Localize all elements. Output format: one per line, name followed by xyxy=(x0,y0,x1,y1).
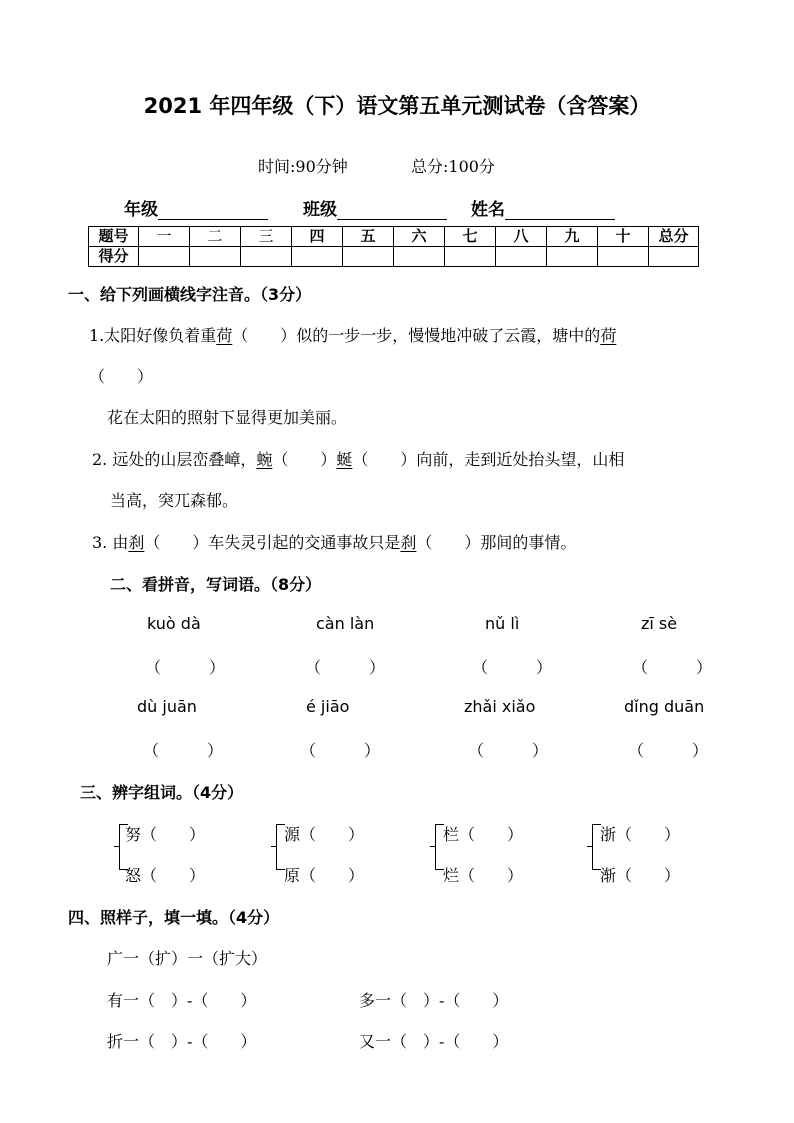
q1-item-2-text-c[interactable]: （ ）向前，走到近处抬头望，山相 xyxy=(352,450,625,469)
word-group-item[interactable]: 浙（ ） xyxy=(600,825,681,844)
section-4-heading: 四、照样子，填一填。（4分） xyxy=(68,908,280,927)
underlined-char: 刹 xyxy=(400,533,417,552)
score-table-cell: 总分 xyxy=(649,227,699,247)
name-field[interactable] xyxy=(471,195,615,220)
class-label: 班级 xyxy=(303,200,337,220)
q1-item-1-answer-blank[interactable]: （ ） xyxy=(89,367,154,386)
example-text: 广一（扩）一（扩大） xyxy=(107,949,268,968)
score-input-cell[interactable] xyxy=(190,247,241,267)
pinyin-label: dǐng duān xyxy=(624,697,705,716)
answer-parens[interactable]: （ ） xyxy=(628,741,709,760)
answer-parens[interactable]: （ ） xyxy=(632,658,713,677)
pinyin-label: zī sè xyxy=(641,614,678,633)
score-input-cell[interactable] xyxy=(292,247,343,267)
score-input-cell[interactable] xyxy=(547,247,598,267)
score-table-cell: 一 xyxy=(139,227,190,247)
score-row-label: 得分 xyxy=(89,247,139,267)
answer-parens[interactable]: （ ） xyxy=(468,741,549,760)
grade-field[interactable] xyxy=(124,195,268,220)
pinyin-label: é jiāo xyxy=(306,697,350,716)
word-group-item[interactable]: 源（ ） xyxy=(284,825,365,844)
pinyin-label: nǔ lì xyxy=(485,614,520,633)
exam-total-score: 总分:100分 xyxy=(411,157,495,176)
q1-item-1 xyxy=(89,323,616,346)
q1-item-1-text-b[interactable]: （ ）似的一步一步，慢慢地冲破了云霞，塘中的 xyxy=(232,326,601,345)
underlined-char: 荷 xyxy=(600,326,617,345)
answer-parens[interactable]: （ ） xyxy=(143,741,224,760)
pinyin-label: kuò dà xyxy=(147,614,201,633)
score-table-cell: 题号 xyxy=(89,227,139,247)
score-table-cell: 四 xyxy=(292,227,343,247)
fill-item[interactable]: 折一（ ）-（ ） xyxy=(107,1032,257,1051)
class-field[interactable] xyxy=(303,195,447,220)
q1-item-2-blank-1[interactable]: （ ） xyxy=(272,450,337,469)
word-group-item[interactable]: 渐（ ） xyxy=(600,866,681,885)
score-table-cell: 七 xyxy=(445,227,496,247)
q1-item-3-text-c[interactable]: （ ）那间的事情。 xyxy=(416,533,577,552)
pinyin-label: dù juān xyxy=(137,697,197,716)
q1-item-1-text-a: 1.太阳好像负着重 xyxy=(89,326,217,345)
score-table xyxy=(88,226,699,267)
score-input-cell[interactable] xyxy=(445,247,496,267)
score-input-cell[interactable] xyxy=(139,247,190,267)
name-blank[interactable] xyxy=(505,201,615,220)
underlined-char: 蜒 xyxy=(336,450,353,469)
answer-parens[interactable]: （ ） xyxy=(472,658,553,677)
score-input-cell[interactable] xyxy=(598,247,649,267)
score-table-cell: 九 xyxy=(547,227,598,247)
fill-item[interactable]: 又一（ ）-（ ） xyxy=(359,1032,509,1051)
fill-item[interactable]: 有一（ ）-（ ） xyxy=(107,991,257,1010)
word-group-item[interactable]: 怒（ ） xyxy=(125,866,206,885)
answer-parens[interactable]: （ ） xyxy=(305,658,386,677)
score-input-cell[interactable] xyxy=(241,247,292,267)
answer-parens[interactable]: （ ） xyxy=(300,741,381,760)
word-group-item[interactable]: 栏（ ） xyxy=(443,825,524,844)
fill-item[interactable]: 多一（ ）-（ ） xyxy=(359,991,509,1010)
q1-item-3-text-a: 3. 由 xyxy=(92,533,129,552)
word-group-item[interactable]: 原（ ） xyxy=(284,866,365,885)
pinyin-label: càn làn xyxy=(316,614,375,633)
section-3-heading: 三、辨字组词。（4分） xyxy=(80,783,244,802)
q1-item-2 xyxy=(92,447,624,470)
q1-item-2-text-a: 2. 远处的山层峦叠嶂， xyxy=(92,450,257,469)
page-title: 2021 年四年级（下）语文第五单元测试卷（含答案） xyxy=(143,94,651,118)
class-blank[interactable] xyxy=(337,201,447,220)
score-table-score-row xyxy=(89,247,699,267)
score-table-cell: 五 xyxy=(343,227,394,247)
answer-parens[interactable]: （ ） xyxy=(145,658,226,677)
grade-label: 年级 xyxy=(124,200,158,220)
word-group-item[interactable]: 努（ ） xyxy=(125,825,206,844)
q1-item-2-text-d: 当高，突兀森郁。 xyxy=(110,491,239,510)
section-1-heading: 一、给下列画横线字注音。（3分） xyxy=(68,285,312,304)
name-label: 姓名 xyxy=(471,200,505,220)
section-2-heading: 二、看拼音，写词语。（8分） xyxy=(110,575,322,594)
score-table-cell: 二 xyxy=(190,227,241,247)
underlined-char: 刹 xyxy=(128,533,145,552)
exam-time: 时间:90分钟 xyxy=(258,157,348,176)
score-table-cell: 三 xyxy=(241,227,292,247)
score-input-cell[interactable] xyxy=(496,247,547,267)
underlined-char: 蜿 xyxy=(256,450,273,469)
q1-item-1-text-c: 花在太阳的照射下显得更加美丽。 xyxy=(107,408,348,427)
score-table-cell: 十 xyxy=(598,227,649,247)
pinyin-label: zhǎi xiǎo xyxy=(464,697,536,716)
score-table-header-row xyxy=(89,227,699,247)
score-input-cell[interactable] xyxy=(649,247,699,267)
score-input-cell[interactable] xyxy=(394,247,445,267)
grade-blank[interactable] xyxy=(158,201,268,220)
score-table-cell: 六 xyxy=(394,227,445,247)
q1-item-3-text-b[interactable]: （ ）车失灵引起的交通事故只是 xyxy=(144,533,401,552)
q1-item-3 xyxy=(92,530,576,553)
underlined-char: 荷 xyxy=(216,326,233,345)
score-input-cell[interactable] xyxy=(343,247,394,267)
score-table-cell: 八 xyxy=(496,227,547,247)
word-group-item[interactable]: 烂（ ） xyxy=(443,866,524,885)
